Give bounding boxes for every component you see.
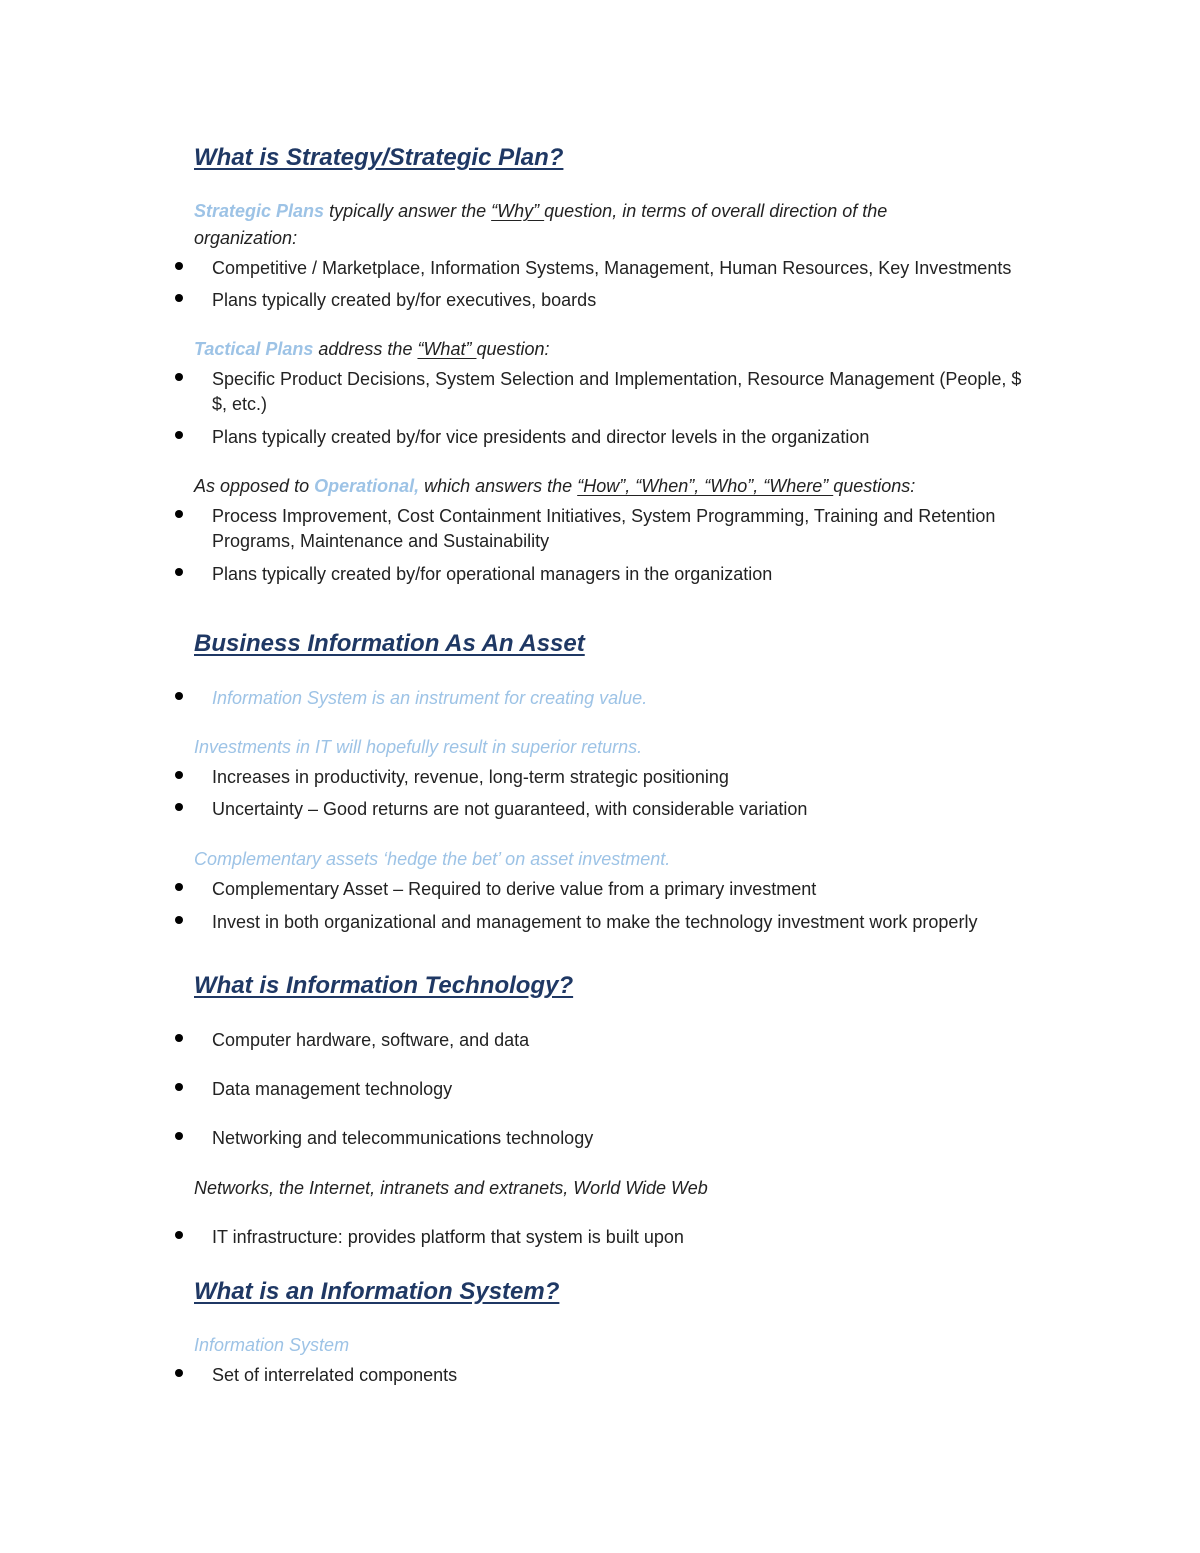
bullet-dot	[175, 803, 183, 811]
subheading-information-system: Information System	[194, 1335, 350, 1355]
strategic-plans-intro	[194, 201, 887, 222]
list-item: Set of interrelated components	[212, 1365, 458, 1385]
intro-text: typically answer the	[324, 201, 492, 221]
bullet-dot	[175, 1231, 183, 1239]
bullet-dot	[175, 568, 183, 576]
list-item: Competitive / Marketplace, Information Systems, Management, Human Resources, Key Investments	[212, 258, 1012, 278]
bullet-dot	[175, 431, 183, 439]
networks-note: Networks, the Internet, intranets and extranets, World Wide Web	[194, 1178, 708, 1198]
list-item: Complementary Asset – Required to derive value from a primary investment	[212, 879, 817, 899]
subheading-complementary: Complementary assets ‘hedge the bet’ on asset investment.	[194, 849, 671, 869]
intro-text: question, in terms of overall direction of the	[544, 201, 888, 221]
list-item: Specific Product Decisions, System Selection and Implementation, Resource Management (People, $	[212, 369, 1022, 389]
list-item: Increases in productivity, revenue, long-term strategic positioning	[212, 767, 729, 787]
intro-text: questions:	[833, 476, 916, 496]
subheading-investments: Investments in IT will hopefully result in superior returns.	[194, 737, 643, 757]
bullet-dot	[175, 510, 183, 518]
list-item: Plans typically created by/for executives, boards	[212, 290, 597, 310]
list-item: Data management technology	[212, 1079, 453, 1099]
tactical-plans-term: Tactical Plans	[194, 339, 314, 359]
section-heading-strategy: What is Strategy/Strategic Plan?	[194, 144, 564, 171]
strategic-plans-intro-cont: organization:	[194, 228, 298, 248]
intro-text: question:	[476, 339, 550, 359]
list-item: IT infrastructure: provides platform that system is built upon	[212, 1227, 684, 1247]
bullet-dot	[175, 692, 183, 700]
operational-term: Operational,	[314, 476, 420, 496]
list-item-cont: Programs, Maintenance and Sustainability	[212, 531, 550, 551]
list-item: Invest in both organizational and management to make the technology investment work properly	[212, 912, 978, 932]
list-item-cont: $, etc.)	[212, 394, 268, 414]
intro-text: address the	[313, 339, 418, 359]
list-item: Uncertainty – Good returns are not guaranteed, with considerable variation	[212, 799, 808, 819]
list-item-highlight: Information System is an instrument for creating value.	[212, 688, 648, 708]
section-heading-is: What is an Information System?	[194, 1278, 560, 1305]
intro-text: which answers the	[419, 476, 578, 496]
list-item: Computer hardware, software, and data	[212, 1030, 530, 1050]
intro-text: As opposed to	[194, 476, 315, 496]
operational-intro	[194, 476, 915, 497]
bullet-dot	[175, 916, 183, 924]
how-when-quote: “How”, “When”, “Who”, “Where”	[577, 476, 834, 496]
what-quote: “What”	[417, 339, 477, 359]
bullet-dot	[175, 1083, 183, 1091]
bullet-dot	[175, 1132, 183, 1140]
section-heading-it: What is Information Technology?	[194, 972, 574, 999]
list-item: Plans typically created by/for vice presidents and director levels in the organization	[212, 427, 870, 447]
bullet-dot	[175, 1034, 183, 1042]
strategic-plans-term: Strategic Plans	[194, 201, 325, 221]
list-item: Process Improvement, Cost Containment Initiatives, System Programming, Training and Retention	[212, 506, 996, 526]
list-item: Networking and telecommunications technology	[212, 1128, 594, 1148]
bullet-dot	[175, 1369, 183, 1377]
bullet-dot	[175, 771, 183, 779]
bullet-dot	[175, 262, 183, 270]
section-heading-asset: Business Information As An Asset	[194, 630, 585, 657]
list-item: Plans typically created by/for operational managers in the organization	[212, 564, 773, 584]
tactical-plans-intro	[194, 339, 550, 360]
bullet-dot	[175, 883, 183, 891]
bullet-dot	[175, 373, 183, 381]
bullet-dot	[175, 294, 183, 302]
why-quote: “Why”	[491, 201, 545, 221]
